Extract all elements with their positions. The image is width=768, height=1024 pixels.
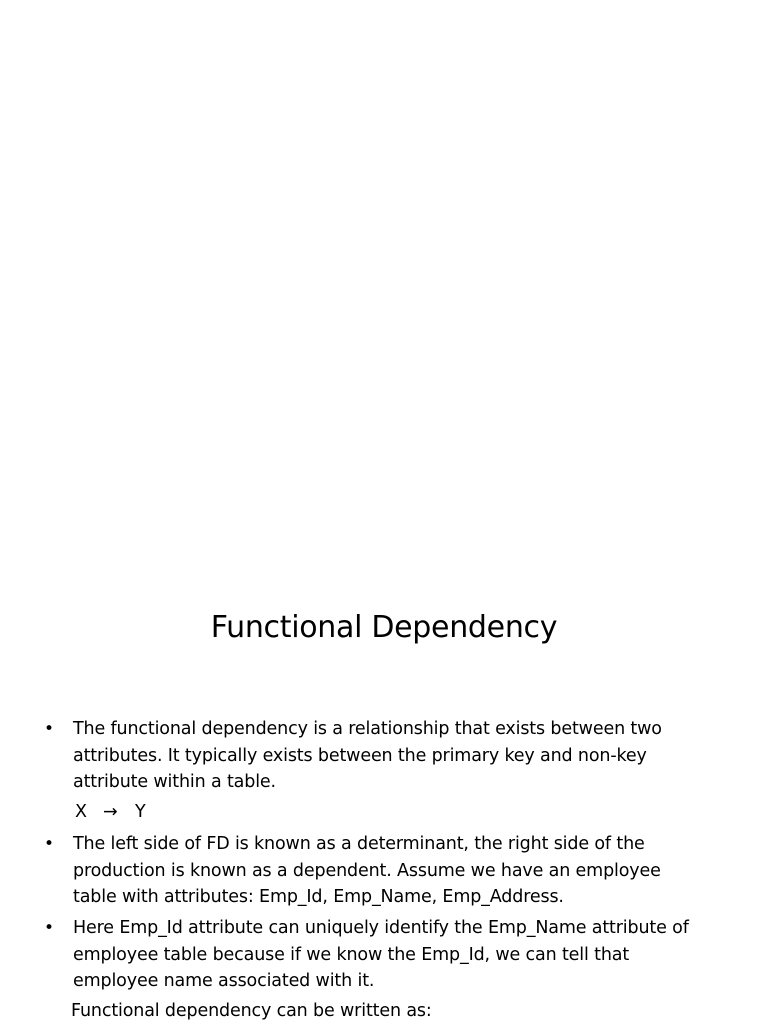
fd-determinant: X (75, 802, 87, 822)
bullet-3-line-1: Here Emp_Id attribute can uniquely identify the Emp_Name attribute of (73, 918, 689, 938)
bullet-2-line-1: The left side of FD is known as a determinant, the right side of the (73, 834, 645, 854)
bullet-marker: • (44, 719, 54, 739)
bullet-1-line-1: The functional dependency is a relationship that exists between two (73, 719, 662, 739)
bullet-3-line-2: employee table because if we know the Emp_Id, we can tell that (73, 944, 630, 965)
bullet-marker: • (44, 918, 54, 938)
fd-dependent: Y (135, 802, 146, 822)
fd-formula (75, 799, 146, 826)
bullet-1-line-2: attributes. It typically exists between the primary key and non-key (73, 745, 647, 766)
bullet-3-line-3: employee name associated with it. (73, 971, 375, 991)
bullet-2-line-3: table with attributes: Emp_Id, Emp_Name, Emp_Address. (73, 887, 564, 907)
slide-title: Functional Dependency (210, 610, 558, 645)
bullet-2-line-2: production is known as a dependent. Assume we have an employee (73, 860, 661, 881)
bullet-marker: • (44, 834, 54, 854)
arrow-icon: → (103, 802, 118, 822)
trailing-text: Functional dependency can be written as: (71, 1001, 432, 1021)
bullet-1-line-3: attribute within a table. (73, 772, 276, 792)
